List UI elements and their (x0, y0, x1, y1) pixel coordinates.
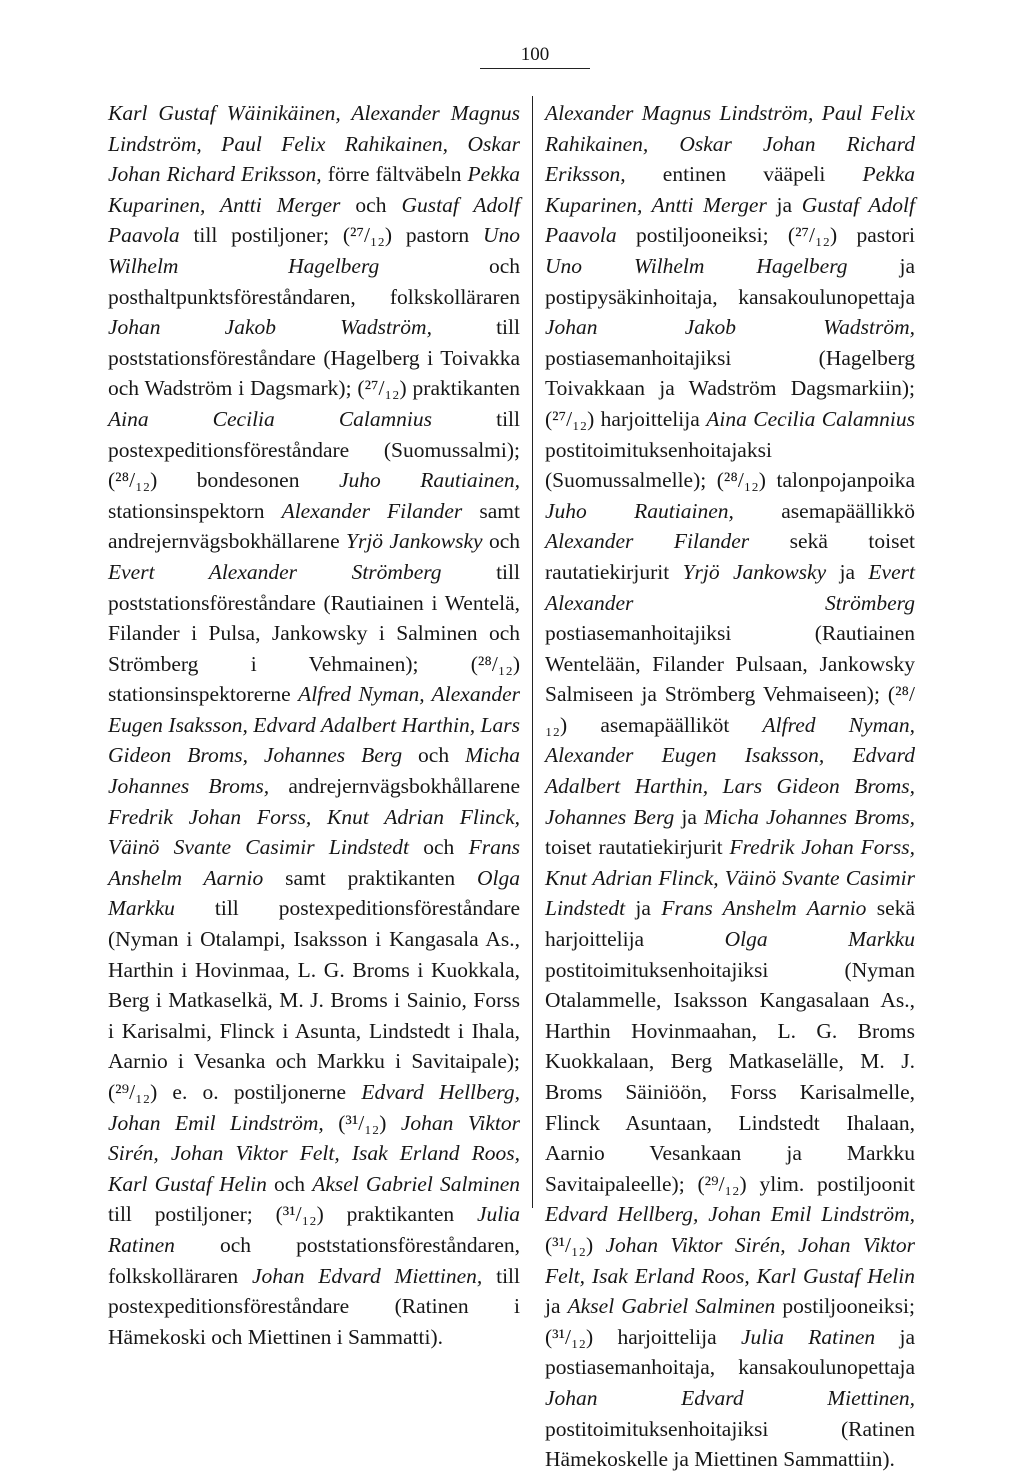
text-run: och posthaltpunktsföreståndaren, folkskolläraren (108, 253, 521, 309)
text-run: förre fältväbeln (321, 162, 468, 187)
text-run: toiset rautatiekirjurit (545, 835, 730, 860)
text-run: och (340, 192, 402, 217)
italic-name-run: Yrjö Jankowsky (346, 529, 483, 554)
text-run: ja (625, 896, 662, 921)
italic-name-run: Alexander Magnus Lindström, Paul Felix Rahikainen, Oskar Johan Richard Eriksson, (545, 101, 915, 187)
text-run: till poststationsföreståndare (Rautiainen i Wentelä, Filander i Pulsa, Jankowsky i Salminen och Strömberg i Vehmainen); (²⁸/₁₂) stationsinspektorerne (108, 559, 520, 707)
text-run: och poststationsföreståndaren, folkskolläraren (108, 1232, 520, 1288)
text-run: postitoimituksenhoitajiksi (Ratinen Hämekoskelle ja Miettinen Sammattiin). (545, 1416, 915, 1472)
text-run: till postexpeditionsföreståndare (Nyman i Otalampi, Isaksson i Kangasala As., Harthin i Hovinmaa, L. G. Broms i Kuokkala, Berg i Matkaselkä, M. J. Broms i Sainio, Forss i Karisalmi, Flinck i Asunta, Lindstedt i Ihala, Aarnio i Vesanka och Markku i Savitaipale); (²⁹/₁₂) e. o. postiljonerne (108, 896, 520, 1104)
text-run: postiljooneiksi; (³¹/₁₂) harjoittelija (545, 1294, 915, 1349)
italic-name-run: Olga Markku (724, 927, 915, 952)
right-column-finnish (545, 98, 915, 1475)
italic-name-run: Johan Viktor Sirén, Johan Viktor Felt, Isak Erland Roos, Karl Gustaf Helin (108, 1110, 520, 1196)
text-run: och (408, 835, 469, 860)
italic-name-run: Fredrik Johan Forss, Knut Adrian Flinck, Väinö Svante Casimir Lindstedt (108, 804, 520, 860)
italic-name-run: Fredrik Johan Forss, Knut Adrian Flinck, Väinö Svante Casimir Lindstedt (545, 835, 915, 921)
text-run: samt praktikanten (263, 865, 477, 890)
italic-name-run: Evert Alexander Strömberg (108, 559, 442, 584)
text-run: till poststationsföreståndare (Hagelberg i Toivakka och Wadström i Dagsmark); (²⁷/₁₂) praktikanten (108, 315, 520, 401)
text-run: till postiljoner; (³¹/₁₂) praktikanten (108, 1202, 477, 1227)
text-run: ja postipysäkinhoitaja, kansakoulunopettaja (545, 253, 915, 309)
italic-name-run: Johan Viktor Sirén, Johan Viktor Felt, Isak Erland Roos, Karl Gustaf Helin (545, 1232, 915, 1288)
text-run: postiasemanhoitajiksi (Rautiainen Wentelään, Filander Pulsaan, Jankowsky Salmiseen ja Strömberg Vehmaiseen); (²⁸/₁₂) asemapäälliköt (545, 621, 915, 737)
text-run: ja (826, 559, 869, 584)
italic-name-run: Olga Markku (108, 865, 520, 921)
italic-name-run: Johan Jakob Wadström, (108, 315, 432, 340)
italic-name-run: Aina Cecilia Calamnius (108, 406, 433, 431)
text-run: och (482, 529, 520, 554)
italic-name-run: Alexander Filander (545, 529, 750, 554)
text-run: entinen vääpeli (625, 162, 863, 187)
text-run: asemapäällikkö (733, 498, 915, 523)
italic-name-run: Aksel Gabriel Salminen (567, 1294, 776, 1319)
italic-name-run: Alexander Filander (281, 498, 463, 523)
italic-name-run: Evert Alexander Strömberg (545, 559, 915, 615)
italic-name-run: Johan Edvard Miettinen, (251, 1263, 483, 1288)
text-run: till postexpeditionsföreståndare (Suomussalmi); (²⁸/₁₂) bondesonen (108, 406, 520, 493)
text-run: sekä harjoittelija (545, 896, 915, 952)
italic-name-run: Alfred Nyman, Alexander Eugen Isaksson, Edvard Adalbert Harthin, Lars Gideon Broms, Johannes Berg (545, 712, 915, 829)
italic-name-run: Julia Ratinen (108, 1202, 520, 1257)
italic-name-run: Aina Cecilia Calamnius (706, 406, 915, 431)
italic-name-run: Julia Ratinen (740, 1324, 876, 1349)
italic-name-run: Johan Edvard Miettinen, (545, 1385, 915, 1410)
italic-name-run: Karl Gustaf Wäinikäinen, Alexander Magnus Lindström, Paul Felix Rahikainen, Oskar Johan Richard Eriksson, (108, 101, 520, 187)
italic-name-run: Micha Johannes Broms, (108, 743, 520, 799)
italic-name-run: Gustaf Adolf Paavola (545, 192, 915, 248)
italic-name-run: Johan Jakob Wadström, (545, 315, 915, 340)
text-run: andrejernvägsbokhållarene (269, 774, 520, 799)
italic-name-run: Pekka Kuparinen, Antti Merger (108, 162, 520, 217)
text-run: postiljooneiksi; (²⁷/₁₂) pastori (616, 223, 915, 248)
text-run: och (266, 1171, 313, 1196)
text-run: stationsinspektorn (108, 498, 282, 523)
text-run: ja (674, 804, 704, 829)
italic-name-run: Uno Wilhelm Hagelberg (108, 223, 520, 278)
text-run: postiasemanhoitajiksi (Hagelberg Toivakkaan ja Wadström Dagsmarkiin); (²⁷/₁₂) harjoittelija (545, 345, 915, 431)
italic-name-run: Frans Anshelm Aarnio (108, 835, 521, 890)
italic-name-run: Juho Rautiainen, (338, 468, 520, 493)
text-run: (³¹/₁₂) (323, 1110, 401, 1135)
text-run: sekä toiset rautatiekirjurit (545, 529, 915, 584)
column-divider (532, 96, 533, 1208)
text-run: ja (545, 1294, 568, 1319)
italic-name-run: Aksel Gabriel Salminen (312, 1171, 520, 1196)
italic-name-run: Edvard Hellberg, Johan Emil Lindström, (545, 1202, 915, 1227)
text-run: postitoimituksenhoitajiksi (Nyman Otalammelle, Isaksson Kangasalaan As., Harthin Hovinmaahan, L. G. Broms Kuokkalaan, Berg Matkaselälle, M. J. Broms Säiniöön, Forss Karisalmelle, Flinck Asuntaan, Lindstedt Ihalaan, Aarnio Vesankaan ja Markku Savitaipaleelle); (²⁹/₁₂) ylim. postiljoonit (545, 957, 915, 1196)
text-run: samt andrejernvägsbokhällarene (108, 498, 520, 554)
italic-name-run: Juho Rautiainen, (545, 498, 734, 523)
italic-name-run: Frans Anshelm Aarnio (661, 896, 867, 921)
italic-name-run: Alfred Nyman, Alexander Eugen Isaksson, Edvard Adalbert Harthin, Lars Gideon Broms, Johannes Berg (108, 682, 520, 768)
text-run: (³¹/₁₂) (545, 1232, 606, 1257)
italic-name-run: Yrjö Jankowsky (682, 559, 827, 584)
text-run: till postiljoner; (²⁷/₁₂) pastorn (179, 223, 483, 248)
italic-name-run: Micha Johannes Broms, (703, 804, 915, 829)
text-run: och (402, 743, 466, 768)
text-run: postitoimituksenhoitajaksi (Suomussalmelle); (²⁸/₁₂) talonpojanpoika (545, 437, 915, 493)
italic-name-run: Pekka Kuparinen, Antti Merger (545, 162, 915, 217)
left-column-swedish (108, 98, 520, 1352)
italic-name-run: Gustaf Adolf Paavola (108, 192, 520, 248)
text-run: ja postiasemanhoitaja, kansakoulunopettaja (545, 1324, 915, 1380)
text-run: till postexpeditionsföreståndare (Ratinen i Hämekoski och Miettinen i Sammatti). (108, 1263, 520, 1349)
text-run: ja (766, 192, 802, 217)
italic-name-run: Uno Wilhelm Hagelberg (545, 253, 848, 278)
page-number: 100 (480, 44, 590, 69)
italic-name-run: Edvard Hellberg, Johan Emil Lindström, (108, 1080, 521, 1135)
